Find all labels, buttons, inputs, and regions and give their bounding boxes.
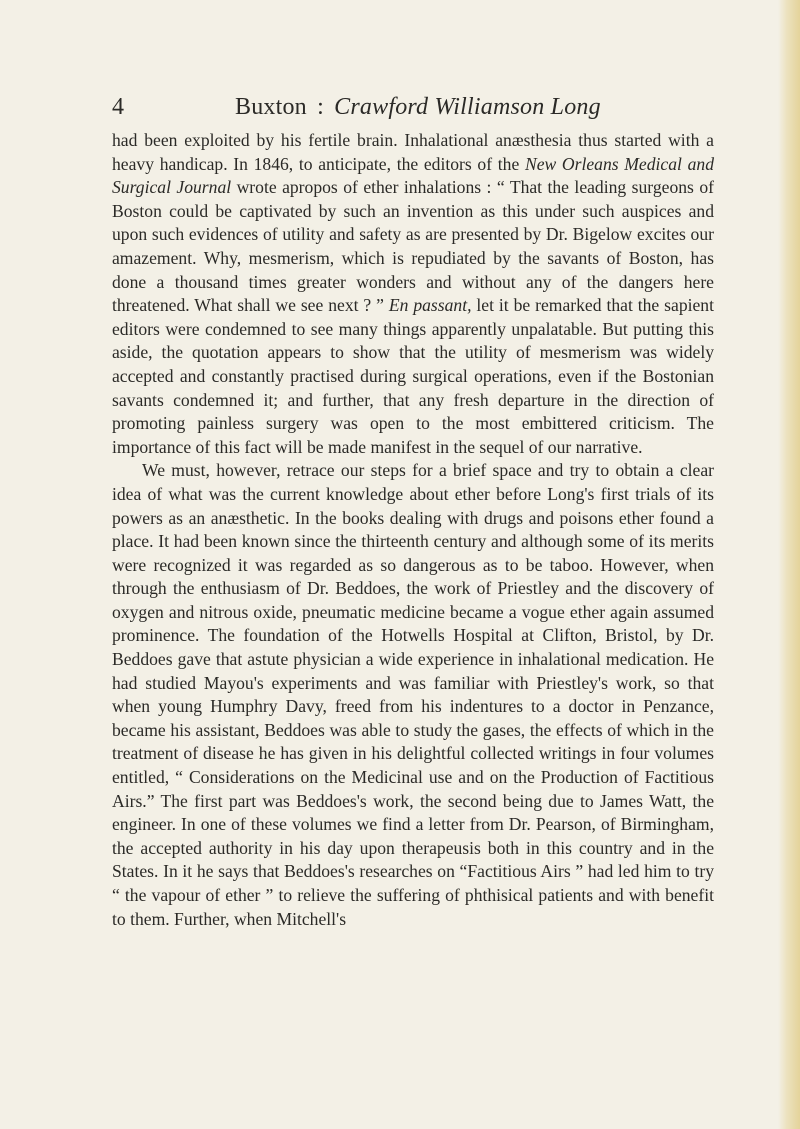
running-title-author: Buxton <box>235 94 307 120</box>
text-run: wrote apropos of ether inhalations : “ That the leading surgeons of Boston could be captivated by such an invention as this under such auspices and upon such evidences of utility and safety as are presented by Dr. Bigelow excites our amazement. Why, mesmerism, which is repudiated by the savants of Boston, has done a thousand times greater wonders and without any of the dangers here threatened. What shall we see next ? ” <box>112 177 714 316</box>
running-header <box>112 94 714 128</box>
page-edge-shading <box>778 0 800 1129</box>
text-run: had been exploited by his fertile brain. Inhalational anæsthesia thus started with a heavy handicap. In 1846, to anticipate, the editors of the <box>112 130 714 174</box>
running-title <box>235 94 601 121</box>
paragraph <box>112 459 714 931</box>
running-title-separator: : <box>317 94 324 120</box>
running-title-subject: Crawford Williamson Long <box>334 94 601 120</box>
body-text <box>112 129 714 931</box>
book-page <box>112 94 714 931</box>
text-run: We must, however, retrace our steps for a brief space and try to obtain a clear idea of what was the current knowledge about ether before Long's first trials of its powers as an anæsthetic. In the books dealing with drugs and poisons ether found a place. It had been known since the thirteenth century and although some of its merits were recognized it was regarded as so dangerous as to be taboo. However, when through the enthusiasm of Dr. Beddoes, the work of Priestley and the discovery of oxygen and nitrous oxide, pneumatic medicine became a vogue ether again assumed prominence. The foundation of the Hotwells Hospital at Clifton, Bristol, by Dr. Beddoes gave that astute physician a wide experience in inhalational medication. He had studied Mayou's experiments and was familiar with Priestley's work, so that when young Humphry Davy, freed from his indentures to a doctor in Penzance, became his assistant, Beddoes was able to study the gases, the effects of which in the treatment of disease he has given in his delightful collected writings in four volumes entitled, “ Considerations on the Medicinal use and on the Production of Factitious Airs.” The first part was Beddoes's work, the second being due to James Watt, the engineer. In one of these volumes we find a letter from Dr. Pearson, of Birmingham, the accepted authority in his day upon therapeusis both in this country and in the States. In it he says that Beddoes's researches on “Factitious Airs ” had led him to try “ the vapour of ether ” to relieve the suffering of phthisical patients and with benefit to them. Further, when Mitchell's <box>112 460 714 929</box>
page-number: 4 <box>112 94 125 120</box>
journal-title: New Orleans Medical and Surgical Journal <box>112 153 714 198</box>
paragraph <box>112 129 714 459</box>
italic-phrase: En passant, <box>388 295 472 316</box>
text-run: let it be remarked that the sapient editors were condemned to see many things apparently unpalatable. But putting this aside, the quotation appears to show that the utility of mesmerism was widely accepted and constantly practised during surgical operations, even if the Bostonian savants condemned it; and further, that any fresh departure in the direction of promoting painless surgery was open to the most embittered criticism. The importance of this fact will be made manifest in the sequel of our narrative. <box>112 295 714 457</box>
